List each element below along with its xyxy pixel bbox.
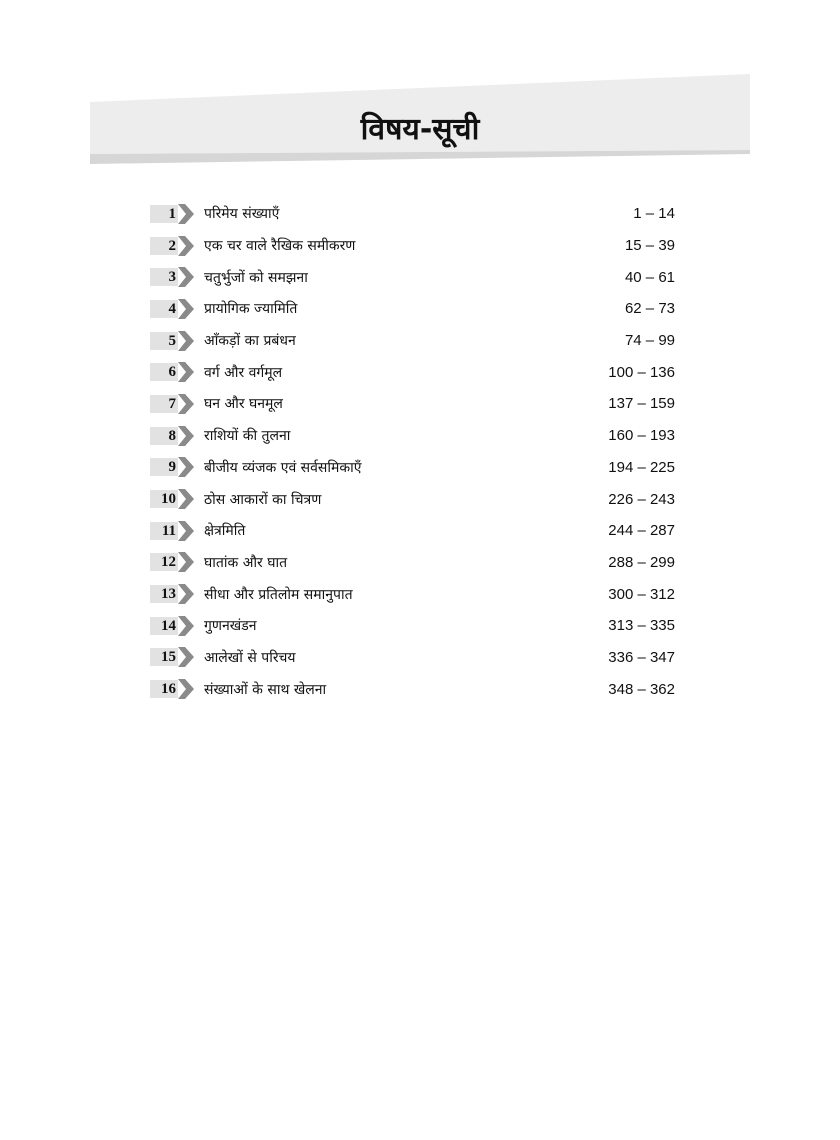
chapter-number: 4 xyxy=(168,300,176,317)
page-range: 244 – 287 xyxy=(608,522,675,540)
chapter-number: 10 xyxy=(161,491,176,508)
toc-row[interactable] xyxy=(150,261,675,293)
chapter-title[interactable]: राशियों की तुलना xyxy=(204,428,291,445)
header-band xyxy=(90,74,750,164)
chapter-badge xyxy=(150,520,194,542)
toc-row[interactable] xyxy=(150,293,675,325)
page-range: 300 – 312 xyxy=(608,585,675,603)
page-range: 194 – 225 xyxy=(608,458,675,476)
chapter-title[interactable]: चतुर्भुजों को समझना xyxy=(204,269,308,286)
toc-row[interactable] xyxy=(150,325,675,357)
chapter-title[interactable]: ठोस आकारों का चित्रण xyxy=(204,491,322,508)
chapter-badge xyxy=(150,361,194,383)
chapter-title[interactable]: प्रायोगिक ज्यामिति xyxy=(204,301,298,318)
chapter-number: 5 xyxy=(168,332,176,349)
chapter-title[interactable]: सीधा और प्रतिलोम समानुपात xyxy=(204,586,353,603)
chapter-number: 3 xyxy=(168,269,176,286)
chapter-badge xyxy=(150,583,194,605)
page-range: 336 – 347 xyxy=(608,648,675,666)
chapter-number: 7 xyxy=(168,395,176,412)
toc-row[interactable] xyxy=(150,610,675,642)
chapter-title[interactable]: एक चर वाले रैखिक समीकरण xyxy=(204,238,356,255)
page-range: 226 – 243 xyxy=(608,490,675,508)
chapter-badge xyxy=(150,646,194,668)
chapter-badge xyxy=(150,551,194,573)
chapter-badge xyxy=(150,393,194,415)
chapter-title[interactable]: संख्याओं के साथ खेलना xyxy=(204,681,327,698)
chapter-number: 1 xyxy=(168,205,176,222)
toc-row[interactable] xyxy=(150,642,675,674)
chapter-number: 6 xyxy=(168,364,176,381)
chapter-number: 9 xyxy=(168,459,176,476)
page-range: 313 – 335 xyxy=(608,617,675,635)
chapter-badge xyxy=(150,488,194,510)
chapter-number: 14 xyxy=(161,617,176,634)
toc-row[interactable] xyxy=(150,515,675,547)
chapter-title[interactable]: गुणनखंडन xyxy=(204,618,257,635)
chapter-number: 13 xyxy=(161,586,176,603)
toc-row[interactable] xyxy=(150,578,675,610)
page-range: 74 – 99 xyxy=(624,332,675,350)
page-range: 288 – 299 xyxy=(608,553,675,571)
toc-row[interactable] xyxy=(150,452,675,484)
chapter-badge xyxy=(150,615,194,637)
page-range: 1 – 14 xyxy=(633,205,675,223)
chapter-badge xyxy=(150,298,194,320)
chapter-title[interactable]: आलेखों से परिचय xyxy=(204,649,296,666)
chapter-number: 11 xyxy=(161,522,176,539)
chapter-number: 2 xyxy=(168,237,176,254)
page-range: 15 – 39 xyxy=(624,237,675,255)
chapter-badge xyxy=(150,425,194,447)
chapter-badge xyxy=(150,235,194,257)
chapter-title[interactable]: क्षेत्रमिति xyxy=(204,523,246,540)
chapter-title[interactable]: परिमेय संख्याएँ xyxy=(204,206,280,223)
toc-row[interactable] xyxy=(150,230,675,262)
chapter-badge xyxy=(150,330,194,352)
page-range: 348 – 362 xyxy=(608,680,675,698)
page-range: 100 – 136 xyxy=(608,363,675,381)
toc-row[interactable] xyxy=(150,356,675,388)
page-range: 40 – 61 xyxy=(624,268,675,286)
chapter-title[interactable]: घातांक और घात xyxy=(204,554,288,571)
page-range: 160 – 193 xyxy=(608,427,675,445)
table-of-contents xyxy=(150,198,675,705)
page-range: 137 – 159 xyxy=(608,395,675,413)
chapter-number: 16 xyxy=(161,681,176,698)
chapter-title[interactable]: वर्ग और वर्गमूल xyxy=(204,364,283,381)
page-range: 62 – 73 xyxy=(624,300,675,318)
toc-row[interactable] xyxy=(150,388,675,420)
chapter-title[interactable]: घन और घनमूल xyxy=(204,396,283,413)
chapter-number: 8 xyxy=(168,427,176,444)
toc-row[interactable] xyxy=(150,198,675,230)
toc-row[interactable] xyxy=(150,483,675,515)
chapter-badge xyxy=(150,456,194,478)
chapter-badge xyxy=(150,678,194,700)
toc-row[interactable] xyxy=(150,547,675,579)
chapter-title[interactable]: आँकड़ों का प्रबंधन xyxy=(204,333,296,350)
page-title: विषय-सूची xyxy=(360,112,480,147)
chapter-number: 15 xyxy=(161,649,176,666)
chapter-badge xyxy=(150,266,194,288)
chapter-number: 12 xyxy=(161,554,176,571)
toc-row[interactable] xyxy=(150,420,675,452)
chapter-badge xyxy=(150,203,194,225)
chapter-title[interactable]: बीजीय व्यंजक एवं सर्वसमिकाएँ xyxy=(204,459,362,476)
toc-row[interactable] xyxy=(150,673,675,705)
